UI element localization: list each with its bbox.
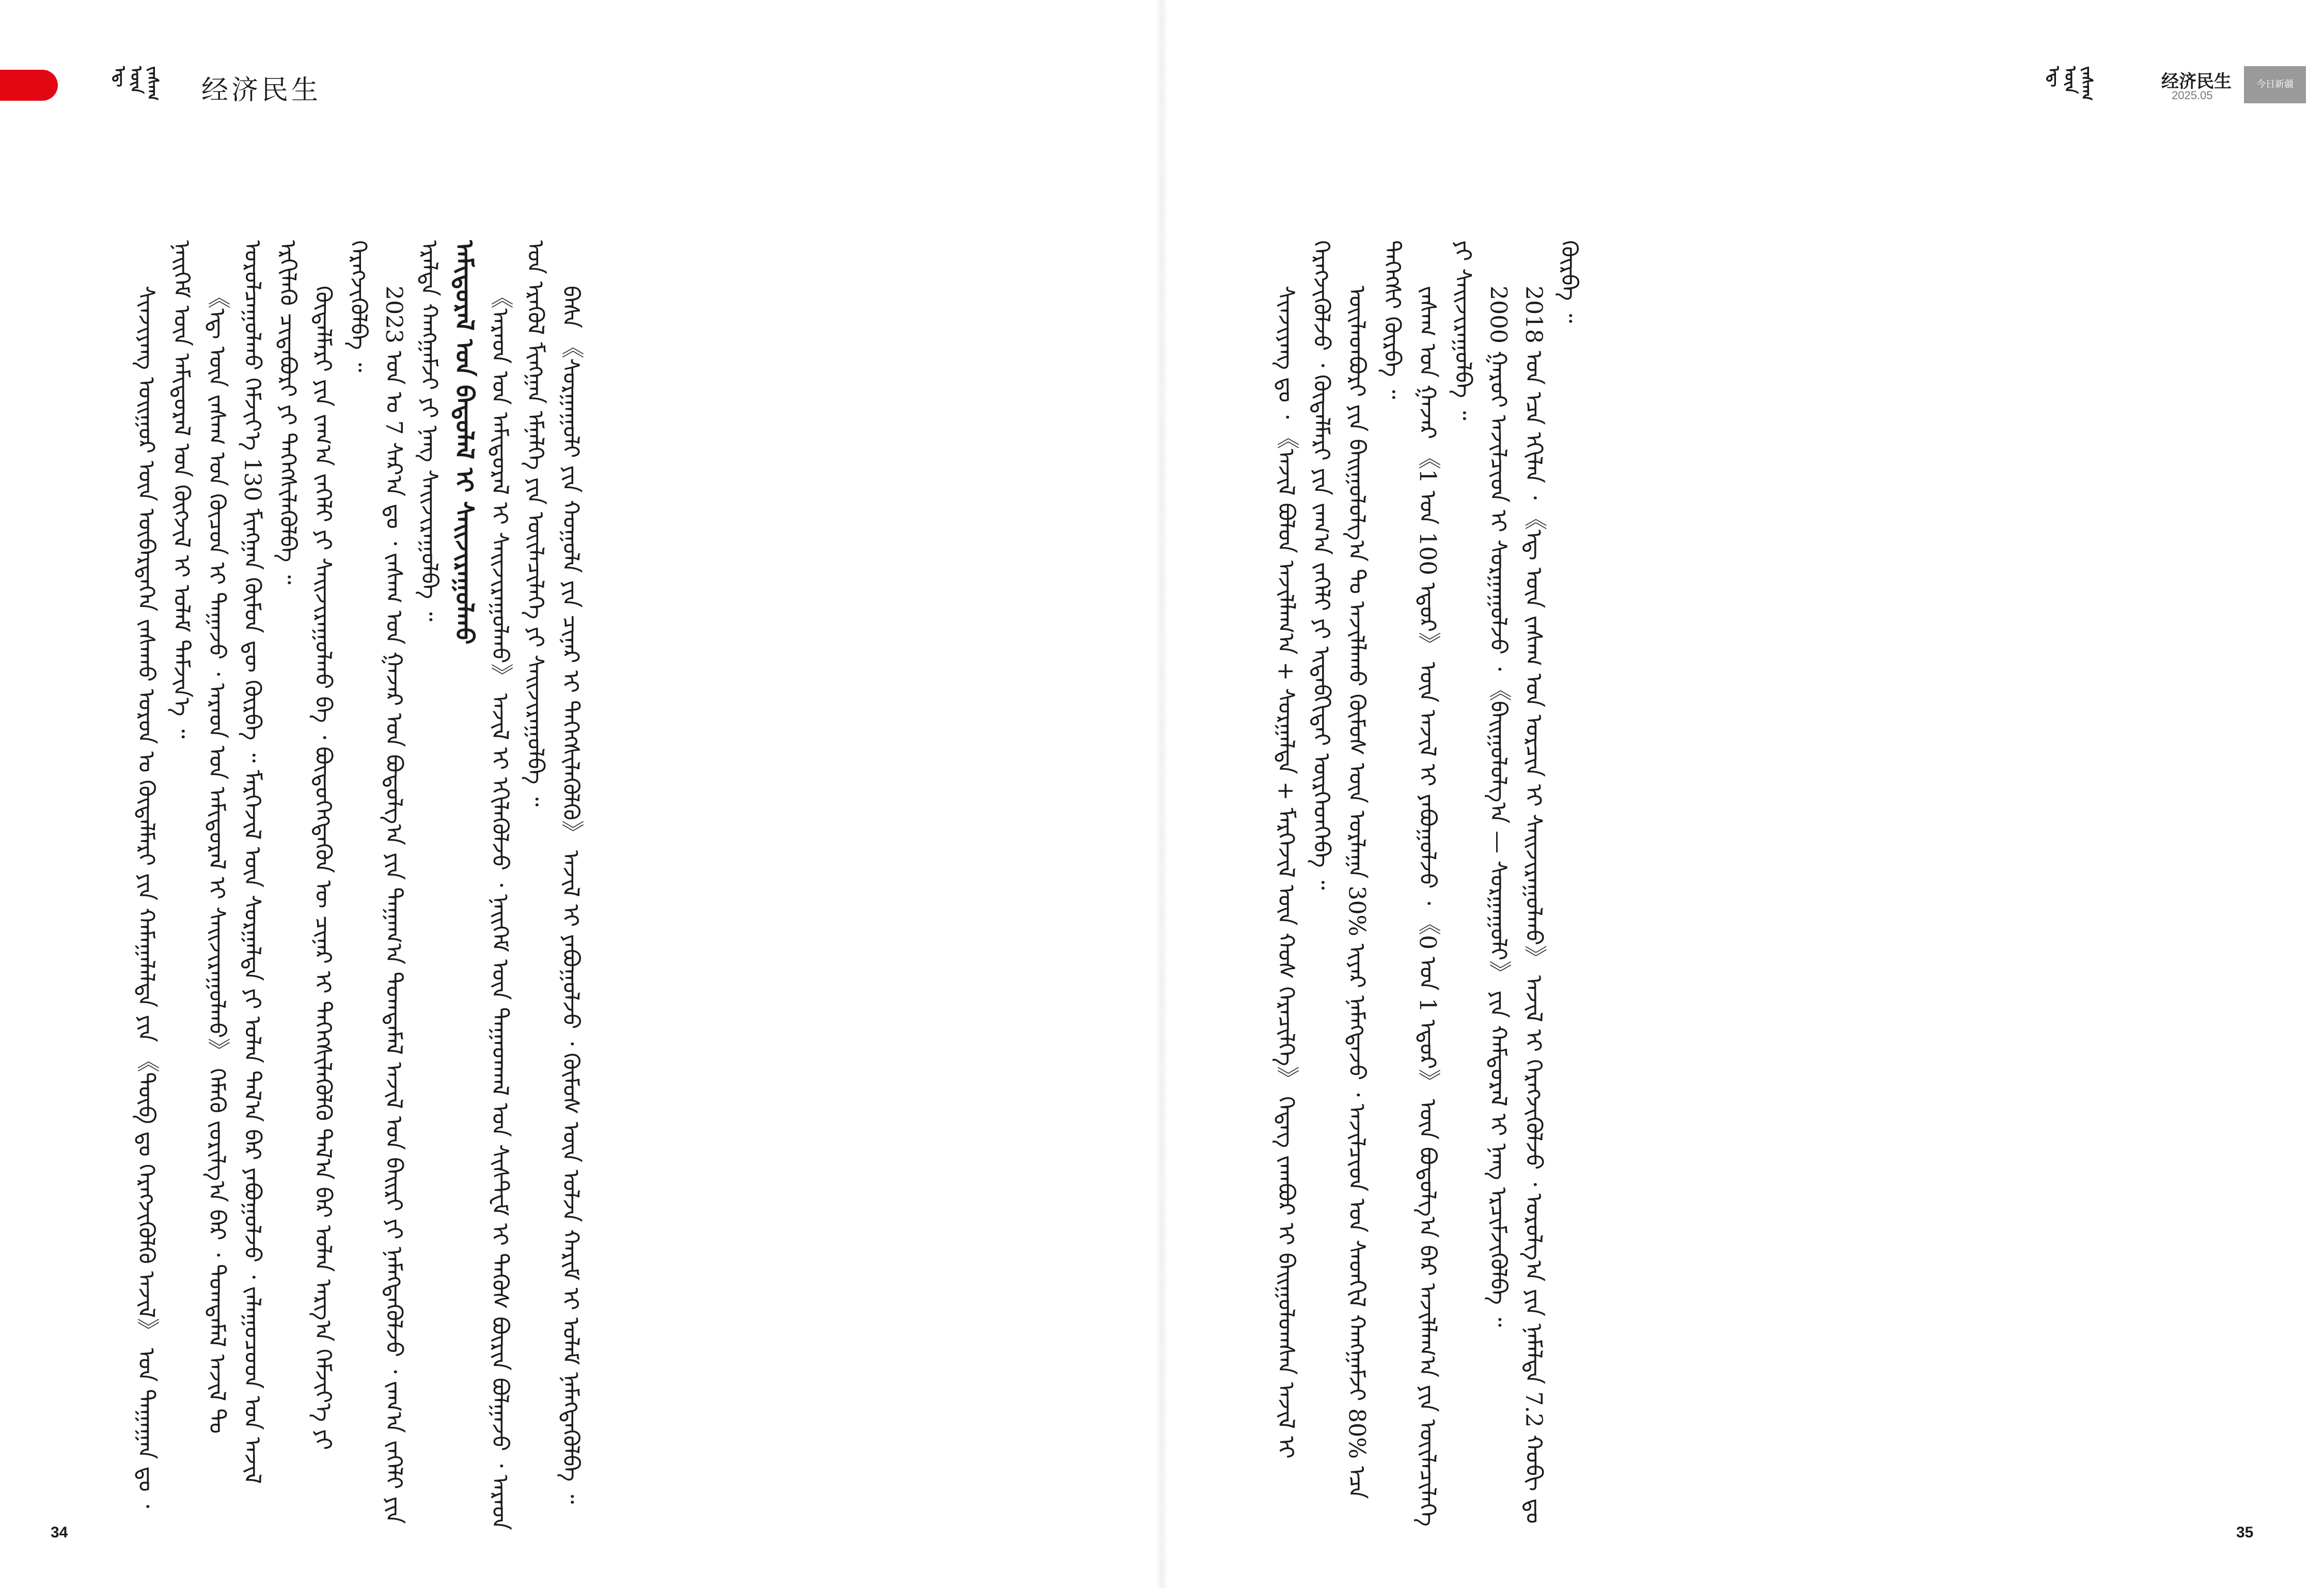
left-page-body [128,240,1099,1552]
body-paragraph: 2023 ᠣᠨ ᠤ 7 ᠰᠠᠷ᠎ᠠ ᠳᠤ ᠂ ᠵᠠᠰᠠᠭ ᠤᠨ ᠭᠠᠵᠠᠷ ᠤᠨ ᠪᠣᠳᠣᠯᠭ᠎ᠠ ᠶᠢᠨ ᠳᠠᠭᠠᠭ᠎ᠠ ᠲᠣᠭᠲᠠᠮᠠᠯ ᠠᠵᠢᠯ ᠤᠨ ᠪᠠᠢᠷᠢ ᠶᠢ ᠨᠡᠮᠡᠭᠳᠡᠭᠦᠯᠵᠦ ᠂ ᠵᠠᠬ᠎ᠠ ᠵᠡᠭᠡᠯᠢ ᠶᠢᠨ ᠡᠷᠡᠯᠲᠡ ᠬᠠᠩᠭᠠᠮᠵᠢ ᠶᠢ ᠨᠡᠩ ᠰᠠᠢᠵᠢᠷᠠᠭᠤᠯᠪᠠ ᠃ [381,240,443,1524]
page-number: 34 [51,1524,68,1541]
magazine-logo: 今日新疆 [2244,66,2306,103]
body-paragraph: ᠰᠢᠨᠵᠢᠶᠠᠩ ᠳᠤ ᠂ 《ᠠᠵᠢᠯ ᠪᠣᠯᠤᠨ ᠠᠵᠢᠯᠯᠠᠭ᠎ᠠ + ᠰᠤᠷᠭᠠᠯᠲᠠ + ᠮᠡᠷᠭᠡᠵᠢᠯ ᠦᠨ ᠬᠣᠰ ᠭᠡᠷᠡᠴᠢᠯᠭᠡ》 ᠭᠡᠳᠡᠭ ᠵᠠᠭᠪᠤᠷ ᠢ ᠪᠠᠢᠭᠤᠯᠤᠭᠰᠠᠨ ᠠᠵᠢᠯ ᠢ ᠬᠡᠷᠡᠭᠵᠢᠭᠦᠯᠵᠦ ᠂ ᠬᠥᠳᠡᠯᠮᠡᠷᠢ ᠶᠢᠨ ᠵᠠᠬ᠎ᠠ ᠵᠡᠭᠡᠯᠢ ᠶᠢ ᠢᠳᠡᠪᠬᠢᠳᠡᠢ ᠦᠷᠭᠡᠳᠬᠡᠪᠡ ᠃ [1273,240,1334,1459]
body-paragraph: 2000 ᠭᠠᠷᠤᠢ ᠠᠵᠢᠯᠴᠢᠳ ᠢ ᠰᠤᠷᠭᠠᠭᠤᠯᠵᠤ ᠂ 《ᠪᠠᠢᠭᠤᠯᠤᠯᠭ᠎ᠠ — ᠰᠤᠷᠭᠠᠭᠤᠯᠢ》 ᠶᠢᠨ ᠬᠠᠮᠲᠤᠷᠠᠯ ᠢ ᠨᠡᠩ ᠡᠷᠴᠢᠮᠵᠢᠭᠦᠯᠪᠡ ᠃ [1485,286,1512,1327]
body-paragraph: 《ᠠᠷᠠᠳ ᠤᠨ ᠠᠮᠢᠳᠤᠷᠠᠯ ᠢ ᠰᠠᠢᠵᠢᠷᠠᠭᠤᠯᠬᠤ》 ᠠᠵᠢᠯ ᠢ ᠡᠬᠢᠯᠡᠭᠦᠯᠵᠦ ᠂ ᠨᠡᠢᠭᠡᠮ ᠦᠨ ᠳᠠᠭᠠᠳᠭᠠᠯ ᠤᠨ ᠰᠢᠰᠲ᠋ᠧᠮ ᠢ ᠲᠡᠭᠦᠰ ᠪᠦᠷᠢᠨ ᠪᠣᠯᠭᠠᠵᠤ ᠂ ᠠᠷᠠᠳ ᠤᠨ ᠡᠷᠡᠭᠦᠯ ᠮᠢᠩᠭ᠋ᠠᠨ ᠡᠮᠨᠡᠯᠭᠡ ᠶᠢᠨ ᠦᠢᠯᠡᠴᠢᠯᠡᠭᠡ ᠶᠢ ᠰᠠᠢᠵᠢᠷᠠᠭᠤᠯᠪᠠ ᠃ [486,240,548,1530]
body-paragraph: ᠰᠢᠨᠵᠢᠶᠠᠩ ᠤᠢᠭᠤᠷ ᠦᠨ ᠥᠪᠡᠷᠲᠡᠭᠡᠨ ᠵᠠᠰᠠᠬᠤ ᠣᠷᠤᠨ ᠤ ᠬᠥᠳᠡᠯᠮᠡᠷᠢ ᠶᠢᠨ ᠬᠠᠮᠠᠭᠠᠯᠠᠯᠲᠠ ᠶᠢᠨ 《ᠲᠥᠪ ᠳᠤ ᠬᠡᠷᠡᠭᠵᠢᠭᠦᠯᠬᠦ ᠠᠵᠢᠯ》 ᠤᠨ ᠳᠠᠭᠠᠭᠠᠨ ᠳᠤ ᠂ ᠨᠡᠢᠭᠡᠮ ᠦᠨ ᠠᠮᠢᠳᠤᠷᠠᠯ ᠤᠨ ᠬᠥᠭᠵᠢᠯ ᠢ ᠤᠯᠠᠮ ᠳᠡᠮᠵᠢᠨ᠎ᠡ ᠃ [133,240,195,1508]
article-subheading: ᠠᠮᠢᠳᠤᠷᠠᠯ ᠤᠨ ᠪᠠᠲᠤᠯᠠᠯ ᠢ ᠰᠠᠢᠵᠢᠷᠠᠭᠤᠯᠬᠤ [450,240,479,645]
body-paragraph: ᠬᠥᠳᠡᠯᠮᠡᠷᠢ ᠶᠢᠨ ᠵᠠᠬ᠎ᠠ ᠵᠡᠭᠡᠯᠢ ᠶᠢ ᠰᠠᠢᠵᠢᠷᠠᠭᠤᠯᠬᠤ ᠪᠠ ᠂ ᠪᠦᠲᠦᠭᠡᠭᠳᠡᠬᠦᠨ ᠦ ᠴᠢᠨᠠᠷ ᠢ ᠳᠡᠭᠡᠭᠰᠢᠯᠡᠭᠦᠯᠬᠦ ᠲᠠᠯ᠎ᠠ ᠪᠠᠷ ᠣᠯᠠᠨ ᠠᠷᠭ᠎ᠠ ᠬᠡᠮᠵᠢᠶ᠎ᠡ ᠶᠢ ᠬᠡᠷᠡᠭᠵᠢᠭᠦᠯᠪᠡ ᠃ [310,240,372,1450]
body-paragraph: ᠪᠠᠰᠠ 《ᠰᠤᠷᠭᠠᠭᠤᠯᠢ ᠶᠢᠨ ᠬᠣᠭᠣᠯᠠ ᠶᠢᠨ ᠴᠢᠨᠠᠷ ᠢ ᠳᠡᠭᠡᠭᠰᠢᠯᠡᠭᠦᠯᠬᠦ》 ᠠᠵᠢᠯ ᠢ ᠶᠠᠪᠤᠭᠤᠯᠵᠤ ᠂ ᠬᠦᠮᠦᠰ ᠦᠨ ᠣᠯᠵᠠ ᠬᠠᠷᠢᠮ ᠢ ᠤᠯᠠᠮ ᠨᠡᠮᠡᠭᠳᠡᠭᠦᠯᠪᠡ ᠃ [557,286,584,1504]
section-title: 经济民生 [201,75,322,106]
section-title-right: 经济民生 [2161,71,2232,92]
issue-date: 2025.05 [2172,89,2213,102]
body-paragraph: 2018 ᠣᠨ ᠡᠴᠡ ᠡᠬᠢᠯᠡᠨ ᠂ 《ᠡᠳ᠋ ᠦᠨ ᠵᠠᠰᠠᠭ ᠤᠨ ᠣᠷᠴᠢᠨ ᠢ ᠰᠠᠢᠵᠢᠷᠠᠭᠤᠯᠬᠤ》 ᠠᠵᠢᠯ ᠢ ᠬᠡᠷᠡᠭᠵᠢᠭᠦᠯᠵᠦ ᠂ ᠣᠷᠤᠯᠭ᠎ᠠ ᠶᠢᠨ ᠨᠡᠮᠡᠯᠲᠡ 7.2 ᠬᠤᠪᠢ ᠳᠤ ᠬᠦᠷᠪᠡ ᠃ [1520,240,1582,1524]
mongolian-section-header: ᠡᠳ᠋ ᠦᠨ ᠵᠠᠰᠠᠭ [2045,66,2096,101]
body-paragraph: ᠦᠢᠯᠡᠳᠪᠦᠷᠢ ᠶᠢᠨ ᠪᠠᠢᠭᠤᠯᠤᠯᠭ᠎ᠠ ᠲᠤ ᠠᠵᠢᠯᠯᠠᠬᠤ ᠬᠦᠮᠦᠰ ᠦᠨ ᠣᠷᠯᠠᠭᠠ 30% ᠢᠶᠡᠷ ᠨᠡᠮᠡᠭᠳᠡᠵᠦ ᠂ ᠠᠵᠢᠯᠴᠢᠳ ᠤᠨ ᠰᠡᠳᠬᠢᠯ ᠬᠠᠩᠭᠠᠮᠵᠢ 80% ᠡᠴᠡ ᠳᠡᠭᠡᠭᠰᠢ ᠬᠦᠷᠪᠡ ᠃ [1343,240,1405,1499]
body-paragraph: 《ᠡᠳ᠋ ᠦᠨ ᠵᠠᠰᠠᠭ ᠤᠨ ᠬᠦᠴᠦᠨ ᠢ ᠳᠠᠭᠠᠵᠤ ᠂ ᠠᠷᠠᠳ ᠤᠨ ᠠᠮᠢᠳᠤᠷᠠᠯ ᠢ ᠰᠠᠢᠵᠢᠷᠠᠭᠤᠯᠬᠤ》 ᠬᠡᠮᠡᠬᠦ ᠵᠣᠷᠢᠯᠭ᠎ᠠ ᠪᠠᠷ ᠂ ᠲᠣᠭᠲᠠᠮᠠᠯ ᠠᠵᠢᠯ ᠲᠤ ᠣᠷᠤᠯᠴᠠᠭᠤᠯᠬᠤ ᠬᠡᠮᠵᠢᠶ᠎ᠡ 130 ᠮᠢᠩᠭ᠋ᠠᠨ ᠬᠦᠮᠦᠨ ᠳᠦ ᠬᠦᠷᠪᠡ ᠃ ᠮᠡᠷᠭᠡᠵᠢᠯ ᠦᠨ ᠰᠤᠷᠭᠠᠯᠲᠠ ᠶᠢ ᠣᠯᠠᠨ ᠲᠠᠯ᠎ᠠ ᠪᠠᠷ ᠶᠠᠪᠤᠭᠤᠯᠵᠤ ᠂ ᠵᠠᠯᠠᠭᠤᠴᠤᠳ ᠤᠨ ᠠᠵᠢᠯ ᠡᠷᠬᠢᠯᠡᠬᠦ ᠴᠢᠳᠠᠪᠤᠷᠢ ᠶᠢ ᠳᠡᠭᠡᠭᠰᠢᠯᠡᠭᠦᠯᠪᠡ ᠃ [203,240,301,1484]
right-page-body [1268,240,2166,1552]
page-number-right: 35 [2236,1524,2254,1541]
red-section-tab [0,70,58,101]
body-paragraph: ᠵᠠᠰᠠᠭ ᠤᠨ ᠭᠠᠵᠠᠷ 《1 ᠣᠨ 100 ᠡᠳᠦᠷ》 ᠦᠨ ᠠᠵᠢᠯ ᠢ ᠶᠠᠪᠤᠭᠤᠯᠵᠤ ᠂ 《0 ᠣᠨ 1 ᠡᠳᠦᠷ》 ᠦᠨ ᠪᠣᠳᠣᠯᠭ᠎ᠠ ᠪᠠᠷ ᠠᠵᠢᠯᠯᠠᠭ᠎ᠠ ᠶᠢᠨ ᠦᠢᠯᠡᠴᠢᠯᠡᠭᠡ ᠶᠢ ᠰᠠᠢᠵᠢᠷᠠᠭᠤᠯᠪᠠ ᠃ [1414,240,1476,1527]
mongolian-section-header: ᠡᠳ᠋ ᠦᠨ ᠵᠠᠰᠠᠭ [111,66,162,101]
